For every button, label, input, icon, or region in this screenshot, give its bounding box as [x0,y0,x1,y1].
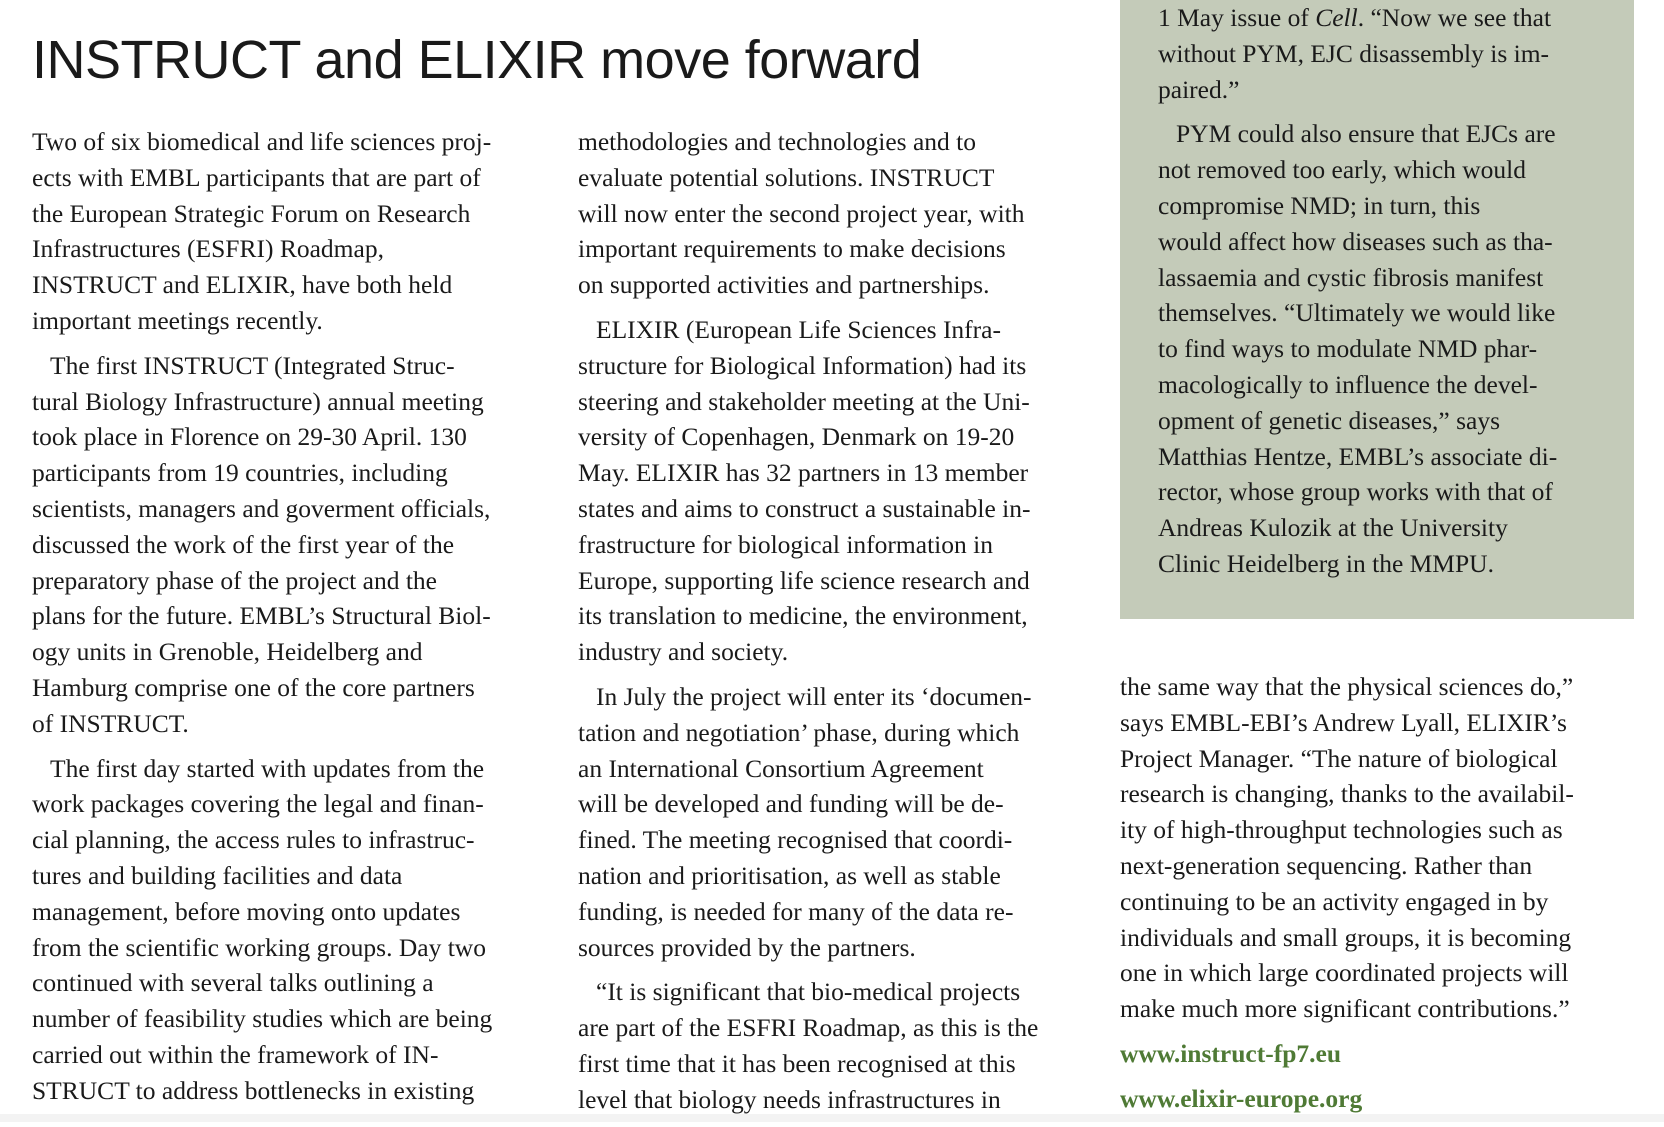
paragraph [578,974,1098,1117]
paragraph [32,124,552,339]
text-line: ogy units in Grenoble, Heidelberg and [32,637,423,667]
text-line: INSTRUCT and ELIXIR, have both held [32,270,453,300]
page-bottom-edge [0,1114,1664,1122]
text-line: STRUCT to address bottlenecks in existing [32,1075,475,1105]
text-line: participants from 19 countries, including [32,458,448,488]
text-line: sources provided by the partners. [578,932,916,962]
text-line: tation and negotiation’ phase, during which [578,717,1020,747]
text-line: management, before moving onto updates [32,896,461,926]
text-line: tural Biology Infrastructure) annual meeting [32,386,484,416]
text-line: level that biology needs infrastructures in [578,1084,1001,1114]
text-line: will be developed and funding will be de- [578,789,1004,819]
text-line: themselves. “Ultimately we would like [1158,298,1556,328]
text-line: The first day started with updates from the [50,753,485,783]
text-line: to find ways to modulate NMD phar- [1158,334,1538,364]
text-line: May. ELIXIR has 32 partners in 13 member [578,458,1029,488]
journal-name: Cell [1315,3,1358,32]
text-fragment: . “Now we see that [1357,3,1552,32]
text-line: rector, whose group works with that of [1158,477,1553,507]
article-headline: INSTRUCT and ELIXIR move forward [32,30,922,90]
elixir-website-link[interactable]: www.elixir-europe.org [1120,1083,1363,1113]
text-line: first time that it has been recognised at this [578,1048,1016,1078]
text-line: lassaemia and cystic fibrosis manifest [1158,262,1544,292]
text-line: states and aims to construct a sustainable in- [578,493,1031,523]
text-line: evaluate potential solutions. INSTRUCT [578,162,995,192]
text-line: important meetings recently. [32,305,323,335]
text-line: on supported activities and partnerships. [578,270,990,300]
article-column-1 [32,124,552,1118]
text-line: structure for Biological Information) had its [578,350,1027,380]
text-line: individuals and small groups, it is becoming [1120,922,1572,952]
paragraph [1120,669,1640,1027]
text-line: its translation to medicine, the environment, [578,601,1028,631]
text-line [1158,0,1628,36]
paragraph [32,348,552,742]
text-line: without PYM, EJC disassembly is im- [1158,38,1550,68]
text-line: next-generation sequencing. Rather than [1120,850,1533,880]
text-line: would affect how diseases such as tha- [1158,226,1553,256]
article-column-3 [1120,669,1640,1126]
text-line: opment of genetic diseases,” says [1158,405,1501,435]
text-line: ELIXIR (European Life Sciences Infra- [596,314,1001,344]
text-line: ects with EMBL participants that are part of [32,162,481,192]
text-line: work packages covering the legal and finan- [32,789,484,819]
paragraph [578,124,1098,303]
text-line: carried out within the framework of IN- [32,1039,439,1069]
text-line: PYM could also ensure that EJCs are [1176,119,1556,149]
paragraph [1158,116,1628,581]
text-line: continued with several talks outlining a [32,968,434,998]
text-line: Project Manager. “The nature of biological [1120,743,1558,773]
text-line: In July the project will enter its ‘documen- [596,681,1032,711]
text-line: Andreas Kulozik at the University [1158,513,1508,543]
text-line: The first INSTRUCT (Integrated Struc- [50,350,455,380]
paragraph [578,312,1098,670]
text-line: Matthias Hentze, EMBL’s associate di- [1158,441,1558,471]
text-line: one in which large coordinated projects will [1120,958,1569,988]
text-line: make much more significant contributions.” [1120,994,1570,1024]
text-line: scientists, managers and goverment officials, [32,493,491,523]
paragraph [32,751,552,1109]
text-line: steering and stakeholder meeting at the Uni- [578,386,1030,416]
text-line: nation and prioritisation, as well as stable [578,860,1001,890]
text-line: number of feasibility studies which are being [32,1004,493,1034]
text-line: “It is significant that bio-medical projects [596,977,1021,1007]
text-fragment: 1 May issue of [1158,3,1316,32]
text-line: the European Strategic Forum on Research [32,198,471,228]
text-line: Hamburg comprise one of the core partners [32,672,475,702]
text-line: frastructure for biological information in [578,529,993,559]
text-line: preparatory phase of the project and the [32,565,437,595]
text-line: methodologies and technologies and to [578,127,977,156]
paragraph [1158,0,1628,107]
text-line: an International Consortium Agreement [578,753,984,783]
text-line: compromise NMD; in turn, this [1158,190,1481,220]
text-line: ity of high-throughput technologies such as [1120,815,1563,845]
text-line: the same way that the physical sciences do,” [1120,672,1574,701]
paragraph [578,679,1098,965]
text-line: funding, is needed for many of the data re- [578,896,1014,926]
text-line: macologically to influence the devel- [1158,369,1538,399]
instruct-website-link[interactable]: www.instruct-fp7.eu [1120,1038,1341,1068]
text-line: Infrastructures (ESFRI) Roadmap, [32,234,384,264]
text-line: will now enter the second project year, with [578,198,1025,228]
article-column-2 [578,124,1098,1127]
text-line: Europe, supporting life science research and [578,565,1030,595]
text-line: continuing to be an activity engaged in by [1120,886,1549,916]
text-line: says EMBL-EBI’s Andrew Lyall, ELIXIR’s [1120,707,1567,737]
text-line: discussed the work of the first year of the [32,529,455,559]
text-line: research is changing, thanks to the availabil- [1120,779,1574,809]
sidebar-text [1158,0,1628,591]
text-line: not removed too early, which would [1158,155,1527,185]
text-line: fined. The meeting recognised that coordi- [578,825,1013,855]
text-line: are part of the ESFRI Roadmap, as this is the [578,1013,1039,1043]
text-line: took place in Florence on 29-30 April. 130 [32,422,467,452]
text-line: Clinic Heidelberg in the MMPU. [1158,548,1494,578]
text-line: important requirements to make decisions [578,234,1006,264]
text-line: paired.” [1158,74,1240,104]
text-line: tures and building facilities and data [32,860,403,890]
text-line: versity of Copenhagen, Denmark on 19-20 [578,422,1015,452]
text-line: from the scientific working groups. Day two [32,932,486,962]
text-line: plans for the future. EMBL’s Structural Biol- [32,601,491,631]
text-line: of INSTRUCT. [32,708,189,738]
text-line: industry and society. [578,637,789,667]
text-line: Two of six biomedical and life sciences proj- [32,127,492,156]
text-line: cial planning, the access rules to infrastruc- [32,825,475,855]
